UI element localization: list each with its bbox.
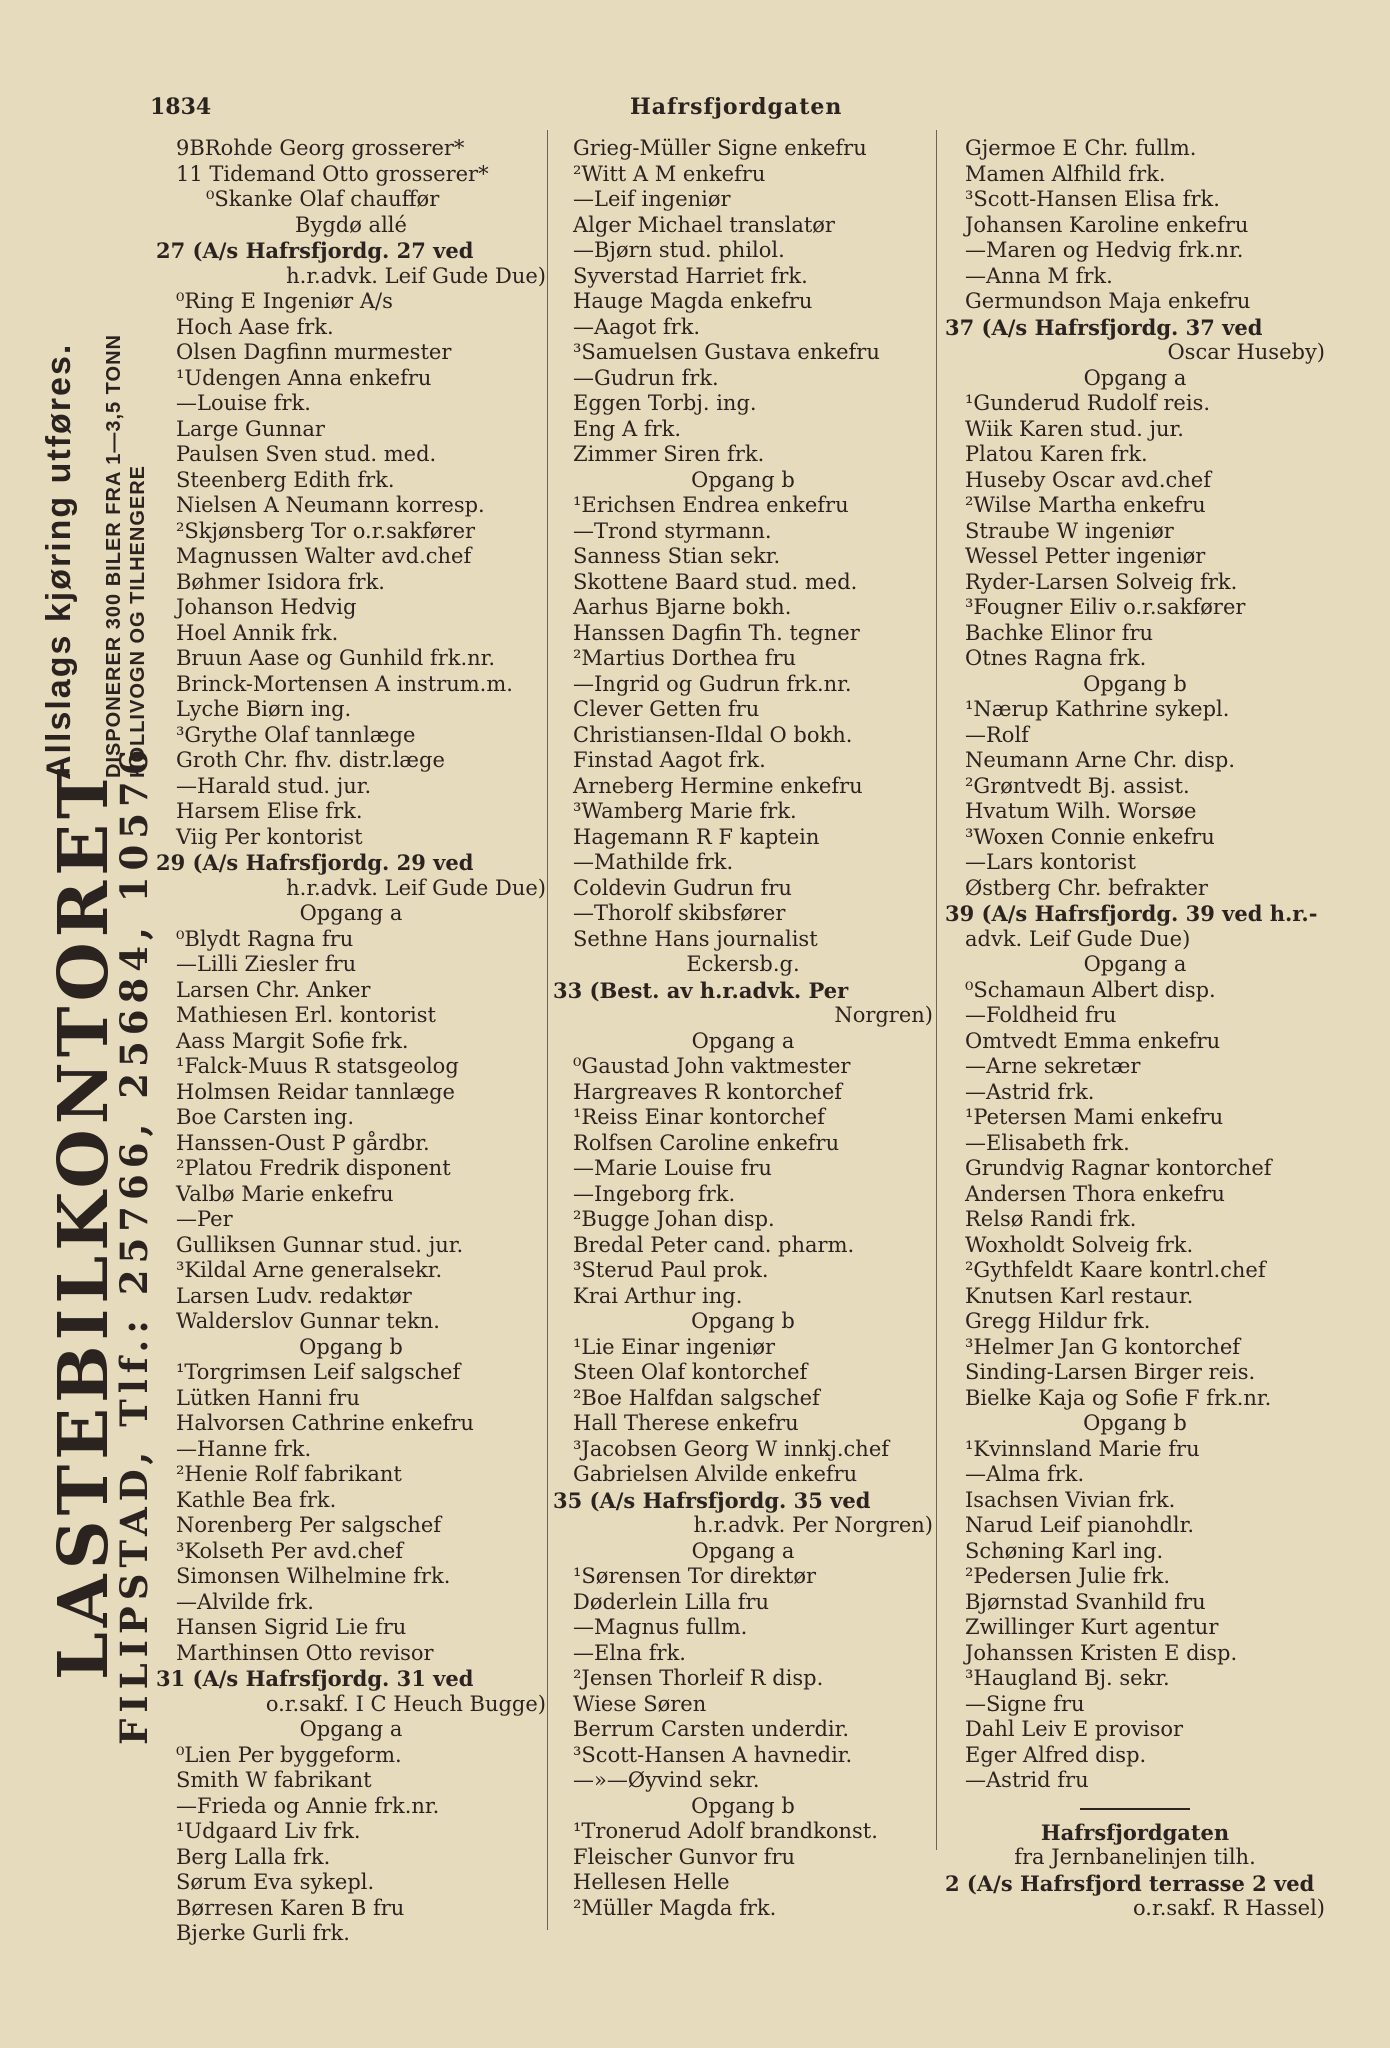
directory-entry: Hansen Sigrid Lie fru — [176, 1615, 407, 1639]
directory-entry: Ryder-Larsen Solveig frk. — [965, 569, 1238, 594]
directory-entry: ³Sterud Paul prok. — [573, 1258, 769, 1282]
section-heading: Opgang a — [299, 1717, 403, 1741]
directory-entry: Boe Carsten ing. — [176, 1105, 355, 1129]
section-heading: Opgang a — [299, 901, 403, 925]
directory-entry: ³Scott-Hansen A havnedir. — [573, 1742, 853, 1767]
directory-entry: Paulsen Sven stud. med. — [176, 442, 437, 466]
section-heading: Opgang b — [691, 1793, 795, 1818]
directory-entry: ³Wamberg Marie frk. — [573, 799, 797, 823]
directory-entry: Viig Per kontorist — [176, 824, 363, 849]
directory-entry: ²Gythfeldt Kaare kontrl.chef — [965, 1258, 1266, 1282]
directory-entry: —Leif ingeniør — [573, 187, 731, 211]
directory-entry: ¹Udengen Anna enkefru — [176, 365, 432, 390]
directory-entry: Eggen Torbj. ing. — [573, 391, 757, 415]
directory-entry: Syverstad Harriet frk. — [573, 263, 808, 288]
directory-entry: ¹Tronerud Adolf brandkonst. — [573, 1819, 878, 1843]
directory-entry: ²Pedersen Julie frk. — [965, 1564, 1171, 1588]
directory-entry: Large Gunnar — [176, 416, 325, 441]
directory-entry: Bøhmer Isidora frk. — [176, 569, 385, 594]
directory-entry: —Harald stud. jur. — [176, 773, 372, 798]
directory-entry: Alger Michael translatør — [573, 212, 835, 237]
directory-entry: Fleischer Gunvor fru — [573, 1844, 796, 1869]
section-heading: Bygdø allé — [295, 212, 407, 237]
directory-entry: Zimmer Siren frk. — [573, 442, 765, 466]
directory-entry: Narud Leif pianohdlr. — [965, 1513, 1195, 1537]
directory-entry: ³Helmer Jan G kontorchef — [965, 1334, 1241, 1359]
directory-entry: Kathle Bea frk. — [176, 1487, 337, 1512]
directory-entry: —Frieda og Annie frk.nr. — [176, 1793, 440, 1818]
page-number: 1834 — [150, 94, 212, 120]
directory-entry: Bruun Aase og Gunhild frk.nr. — [176, 646, 496, 670]
directory-entry: Schøning Karl ing. — [965, 1538, 1164, 1563]
directory-entry: ¹Gunderud Rudolf reis. — [965, 391, 1211, 415]
directory-entry: Walderslov Gunnar tekn. — [176, 1309, 440, 1333]
directory-entry: Bachke Elinor fru — [965, 620, 1154, 645]
directory-entry: Sanness Stian sekr. — [573, 544, 781, 568]
directory-entry: o.r.sakf. I C Heuch Bugge) — [265, 1691, 546, 1716]
directory-entry: —Marie Louise fru — [573, 1156, 772, 1180]
directory-entry: Hoel Annik frk. — [176, 620, 339, 645]
directory-entry: —Louise frk. — [176, 391, 311, 415]
directory-column-3 — [945, 136, 1325, 1922]
directory-entry: —Bjørn stud. philol. — [573, 238, 785, 262]
directory-entry: Aass Margit Sofie frk. — [176, 1028, 409, 1053]
directory-entry: 33 (Best. av h.r.advk. Per — [553, 977, 849, 1003]
directory-entry: Mamen Alfhild frk. — [965, 161, 1166, 186]
column-divider — [547, 130, 548, 1930]
directory-entry: Gabrielsen Alvilde enkefru — [573, 1462, 858, 1486]
directory-entry: Lütken Hanni fru — [176, 1385, 360, 1410]
directory-entry: ²Grøntvedt Bj. assist. — [965, 773, 1190, 798]
directory-entry: Aarhus Bjarne bokh. — [573, 595, 792, 619]
directory-entry: Nielsen A Neumann korresp. — [176, 493, 485, 517]
directory-entry: ⁰Gaustad John vaktmester — [573, 1054, 851, 1078]
section-heading: Opgang b — [691, 467, 795, 492]
directory-entry: Berg Lalla frk. — [176, 1844, 331, 1869]
directory-entry: ⁰Skanke Olaf chauffør — [206, 187, 440, 211]
directory-entry: ¹Erichsen Endrea enkefru — [573, 493, 849, 517]
directory-entry: Gulliksen Gunnar stud. jur. — [176, 1232, 464, 1257]
directory-entry: ²Skjønsberg Tor o.r.sakfører — [176, 518, 476, 543]
directory-entry: Hellesen Helle — [573, 1870, 730, 1894]
directory-entry: Hanssen-Oust P gårdbr. — [176, 1130, 430, 1155]
directory-entry: advk. Leif Gude Due) — [965, 926, 1191, 951]
directory-entry: ³Samuelsen Gustava enkefru — [573, 340, 880, 364]
directory-entry: Holmsen Reidar tannlæge — [176, 1079, 455, 1104]
section-heading: Opgang b — [299, 1334, 403, 1359]
directory-entry: Grundvig Ragnar kontorchef — [965, 1156, 1272, 1180]
directory-entry: —Mathilde frk. — [573, 850, 734, 874]
directory-entry: Mathiesen Erl. kontorist — [176, 1003, 436, 1027]
directory-entry: —Rolf — [965, 722, 1029, 747]
directory-entry: ¹Udgaard Liv frk. — [176, 1819, 361, 1843]
directory-entry: Otnes Ragna frk. — [965, 646, 1147, 670]
directory-entry: Wiik Karen stud. jur. — [965, 416, 1184, 441]
directory-entry: Oscar Huseby) — [1167, 340, 1325, 364]
directory-entry: —Astrid fru — [965, 1768, 1089, 1792]
directory-entry: Platou Karen frk. — [965, 442, 1148, 466]
directory-column-1 — [156, 136, 546, 1947]
directory-entry: Gjermoe E Chr. fullm. — [965, 136, 1197, 160]
directory-entry: —Magnus fullm. — [573, 1615, 748, 1639]
directory-entry: —Astrid frk. — [965, 1079, 1095, 1104]
directory-entry: Sørum Eva sykepl. — [176, 1870, 375, 1894]
directory-entry: Smith W fabrikant — [176, 1768, 372, 1792]
directory-entry: Neumann Arne Chr. disp. — [965, 748, 1236, 772]
directory-entry: Dahl Leiv E provisor — [965, 1717, 1184, 1741]
advert-capacity: DISPONERER 300 BILER FRA 1—3,5 TONN — [103, 334, 125, 778]
directory-entry: Berrum Carsten underdir. — [573, 1717, 850, 1741]
directory-entry: Steenberg Edith frk. — [176, 467, 395, 492]
directory-entry: Bjerke Gurli frk. — [176, 1921, 350, 1945]
directory-entry: ⁰Blydt Ragna fru — [176, 926, 354, 951]
directory-entry: Østberg Chr. befrakter — [965, 875, 1208, 900]
directory-entry: ³Fougner Eiliv o.r.sakfører — [965, 595, 1246, 619]
directory-entry: Steen Olaf kontorchef — [573, 1360, 808, 1384]
directory-entry: Johanssen Kristen E disp. — [965, 1640, 1238, 1665]
directory-entry: Bredal Peter cand. pharm. — [573, 1232, 855, 1257]
directory-entry: Sinding-Larsen Birger reis. — [965, 1360, 1256, 1384]
directory-entry: Larsen Chr. Anker — [176, 977, 371, 1002]
directory-entry: ¹Kvinnsland Marie fru — [965, 1436, 1200, 1461]
directory-entry: Eger Alfred disp. — [965, 1742, 1147, 1767]
directory-entry: —Lilli Ziesler fru — [176, 952, 357, 976]
directory-entry: Hoch Aase frk. — [176, 314, 334, 339]
section-heading: Opgang a — [1083, 952, 1187, 976]
advert-contact: FILIPSTAD, Tlf.: 25766, 25684, 10576 — [112, 743, 156, 1745]
directory-entry: Germundson Maja enkefru — [965, 289, 1251, 313]
directory-entry: ²Platou Fredrik disponent — [176, 1156, 451, 1180]
directory-entry: Hauge Magda enkefru — [573, 289, 813, 313]
directory-entry: Børresen Karen B fru — [176, 1895, 405, 1920]
directory-entry: Hvatum Wilh. Worsøe — [965, 799, 1197, 823]
directory-entry: Norgren) — [834, 1003, 933, 1027]
directory-entry: Norenberg Per salgschef — [176, 1513, 442, 1537]
directory-entry: Krai Arthur ing. — [573, 1283, 743, 1308]
directory-entry: ¹Nærup Kathrine sykepl. — [965, 697, 1230, 721]
directory-entry: Larsen Ludv. redaktør — [176, 1283, 412, 1308]
advert-company-name: LASTEBILKONTORET — [44, 763, 124, 1680]
directory-entry: ³Grythe Olaf tannlæge — [176, 722, 416, 747]
section-heading: Opgang b — [1083, 1411, 1187, 1435]
directory-entry: Eng A frk. — [573, 416, 682, 441]
directory-entry: o.r.sakf. R Hassel) — [1133, 1896, 1325, 1920]
directory-entry: h.r.advk. Leif Gude Due) — [286, 263, 546, 288]
directory-entry: ³Scott-Hansen Elisa frk. — [965, 187, 1220, 211]
directory-entry: ²Müller Magda frk. — [573, 1895, 777, 1920]
directory-entry: ²Henie Rolf fabrikant — [176, 1462, 402, 1486]
section-rule — [1080, 1808, 1190, 1810]
directory-entry: —Ingrid og Gudrun frk.nr. — [573, 671, 852, 696]
directory-entry: Groth Chr. fhv. distr.læge — [176, 748, 445, 772]
advert-trailers: KOLLIVOGN OG TILHENGERE — [127, 464, 149, 778]
directory-entry: Valbø Marie enkefru — [176, 1181, 394, 1206]
directory-entry: ¹Reiss Einar kontorchef — [573, 1105, 825, 1129]
directory-entry: ²Boe Halfdan salgschef — [573, 1385, 820, 1410]
directory-entry: Halvorsen Cathrine enkefru — [176, 1411, 474, 1435]
directory-entry: —Aagot frk. — [573, 314, 701, 339]
directory-entry: Arneberg Hermine enkefru — [573, 773, 863, 798]
directory-entry: —Elisabeth frk. — [965, 1130, 1130, 1155]
directory-entry: Magnussen Walter avd.chef — [176, 544, 472, 568]
directory-entry: —Trond styrmann. — [573, 518, 772, 543]
column-divider — [936, 130, 937, 1850]
directory-entry: Hagemann R F kaptein — [573, 824, 820, 849]
directory-entry: Hall Therese enkefru — [573, 1411, 799, 1435]
directory-entry: —Hanne frk. — [176, 1436, 312, 1461]
directory-entry: Wiese Søren — [573, 1691, 707, 1716]
directory-entry: Brinck-Mortensen A instrum.m. — [176, 671, 513, 696]
directory-entry: —Lars kontorist — [965, 850, 1136, 874]
directory-entry: Straube W ingeniør — [965, 518, 1174, 543]
directory-entry: ²Jensen Thorleif R disp. — [573, 1666, 824, 1690]
directory-entry: ¹Petersen Mami enkefru — [965, 1105, 1224, 1129]
directory-entry: Marthinsen Otto revisor — [176, 1640, 434, 1665]
directory-entry: —Per — [176, 1207, 233, 1231]
directory-entry: ³Jacobsen Georg W innkj.chef — [573, 1436, 890, 1461]
section-heading: Opgang a — [691, 1538, 795, 1563]
directory-entry: ⁰Lien Per byggeform. — [176, 1742, 402, 1767]
directory-entry: ²Witt A M enkefru — [573, 161, 766, 186]
directory-entry: Harsem Elise frk. — [176, 799, 363, 823]
directory-entry: 37 (A/s Hafrsfjordg. 37 ved — [945, 314, 1263, 340]
directory-entry: ¹Lie Einar ingeniør — [573, 1334, 776, 1359]
directory-entry: ³Kolseth Per avd.chef — [176, 1538, 404, 1563]
directory-entry: ³Woxen Connie enkefru — [965, 824, 1215, 849]
directory-entry: —Ingeborg frk. — [573, 1181, 736, 1206]
directory-entry: Lyche Biørn ing. — [176, 697, 352, 721]
directory-entry: 35 (A/s Hafrsfjordg. 35 ved — [553, 1487, 871, 1513]
directory-entry: Gregg Hildur frk. — [965, 1309, 1151, 1333]
directory-entry: Andersen Thora enkefru — [965, 1181, 1225, 1206]
directory-entry: Johansen Karoline enkefru — [965, 212, 1249, 237]
directory-entry: —Gudrun frk. — [573, 365, 719, 390]
directory-entry: Rolfsen Caroline enkefru — [573, 1130, 840, 1155]
directory-entry: —Alma frk. — [965, 1462, 1085, 1486]
section-heading: Opgang b — [1083, 671, 1187, 696]
directory-entry: Christiansen-Ildal O bokh. — [573, 722, 853, 747]
directory-entry: 2 (A/s Hafrsfjord terrasse 2 ved — [945, 1870, 1315, 1896]
directory-entry: Skottene Baard stud. med. — [573, 569, 858, 594]
directory-entry: —Signe fru — [965, 1691, 1085, 1716]
directory-entry: 29 (A/s Hafrsfjordg. 29 ved — [156, 850, 474, 875]
directory-entry: 9BRohde Georg grosserer* — [176, 136, 465, 160]
section-heading: Hafrsfjordgaten — [1040, 1819, 1230, 1845]
section-heading: Opgang b — [691, 1309, 795, 1333]
directory-entry: Sethne Hans journalist — [573, 926, 818, 951]
section-heading: Eckersb.g. — [686, 952, 800, 976]
section-heading: fra Jernbanelinjen tilh. — [1014, 1845, 1256, 1869]
directory-entry: Coldevin Gudrun fru — [573, 875, 792, 900]
directory-entry: Huseby Oscar avd.chef — [965, 467, 1212, 492]
directory-entry: Clever Getten fru — [573, 697, 760, 721]
directory-entry: Woxholdt Solveig frk. — [965, 1232, 1194, 1257]
directory-entry: h.r.advk. Leif Gude Due) — [286, 875, 546, 900]
directory-entry: Wessel Petter ingeniør — [965, 544, 1206, 568]
section-heading: Opgang a — [1083, 365, 1187, 390]
running-head-street: Hafrsfjordgaten — [630, 94, 843, 120]
directory-entry: Knutsen Karl restaur. — [965, 1283, 1194, 1308]
directory-entry: 27 (A/s Hafrsfjordg. 27 ved — [156, 238, 474, 263]
directory-entry: 11 Tidemand Otto grosserer* — [176, 161, 489, 186]
directory-entry: Bjørnstad Svanhild fru — [965, 1589, 1206, 1614]
directory-entry: —Elna frk. — [573, 1640, 686, 1665]
directory-entry: ³Haugland Bj. sekr. — [965, 1666, 1170, 1690]
section-heading: Opgang a — [691, 1028, 795, 1053]
directory-entry: Bielke Kaja og Sofie F frk.nr. — [965, 1385, 1272, 1410]
directory-entry: —»—Øyvind sekr. — [573, 1768, 760, 1792]
directory-entry: —Maren og Hedvig frk.nr. — [965, 238, 1244, 262]
directory-entry: Omtvedt Emma enkefru — [965, 1028, 1221, 1053]
directory-entry: 31 (A/s Hafrsfjordg. 31 ved — [156, 1666, 474, 1691]
directory-entry: —Arne sekretær — [965, 1054, 1141, 1078]
directory-entry: ⁰Schamaun Albert disp. — [965, 977, 1216, 1002]
directory-entry: Zwillinger Kurt agentur — [965, 1615, 1219, 1639]
directory-entry: ²Martius Dorthea fru — [573, 646, 797, 670]
directory-entry: —Thorolf skibsfører — [573, 901, 786, 925]
directory-column-2 — [553, 136, 933, 1921]
directory-entry: Relsø Randi frk. — [965, 1207, 1137, 1231]
directory-entry: ²Wilse Martha enkefru — [965, 493, 1206, 517]
directory-entry: h.r.advk. Per Norgren) — [693, 1513, 933, 1537]
directory-entry: ³Kildal Arne generalsekr. — [176, 1258, 443, 1282]
directory-entry: Hargreaves R kontorchef — [573, 1079, 843, 1104]
directory-entry: Simonsen Wilhelmine frk. — [176, 1564, 451, 1588]
directory-entry: 39 (A/s Hafrsfjordg. 39 ved h.r.- — [945, 901, 1318, 926]
directory-entry: —Alvilde frk. — [176, 1589, 314, 1614]
directory-entry: Finstad Aagot frk. — [573, 748, 766, 772]
directory-entry: Johanson Hedvig — [176, 595, 357, 619]
directory-entry: Døderlein Lilla fru — [573, 1589, 770, 1614]
directory-entry: ¹Torgrimsen Leif salgschef — [176, 1360, 461, 1384]
directory-entry: ¹Falck-Muus R statsgeolog — [176, 1054, 459, 1078]
directory-entry: Olsen Dagfinn murmester — [176, 340, 452, 364]
directory-entry: —Anna M frk. — [965, 263, 1113, 288]
directory-entry: ¹Sørensen Tor direktør — [573, 1564, 817, 1588]
directory-entry: Isachsen Vivian frk. — [965, 1487, 1176, 1512]
directory-entry: ²Bugge Johan disp. — [573, 1207, 775, 1231]
directory-entry: ⁰Ring E Ingeniør A/s — [176, 289, 393, 313]
advert-slogan: Allslags kjøring utføres. — [40, 342, 78, 780]
directory-entry: Grieg-Müller Signe enkefru — [573, 136, 867, 160]
directory-entry: Hanssen Dagfin Th. tegner — [573, 620, 860, 645]
directory-entry: —Foldheid fru — [965, 1003, 1117, 1027]
